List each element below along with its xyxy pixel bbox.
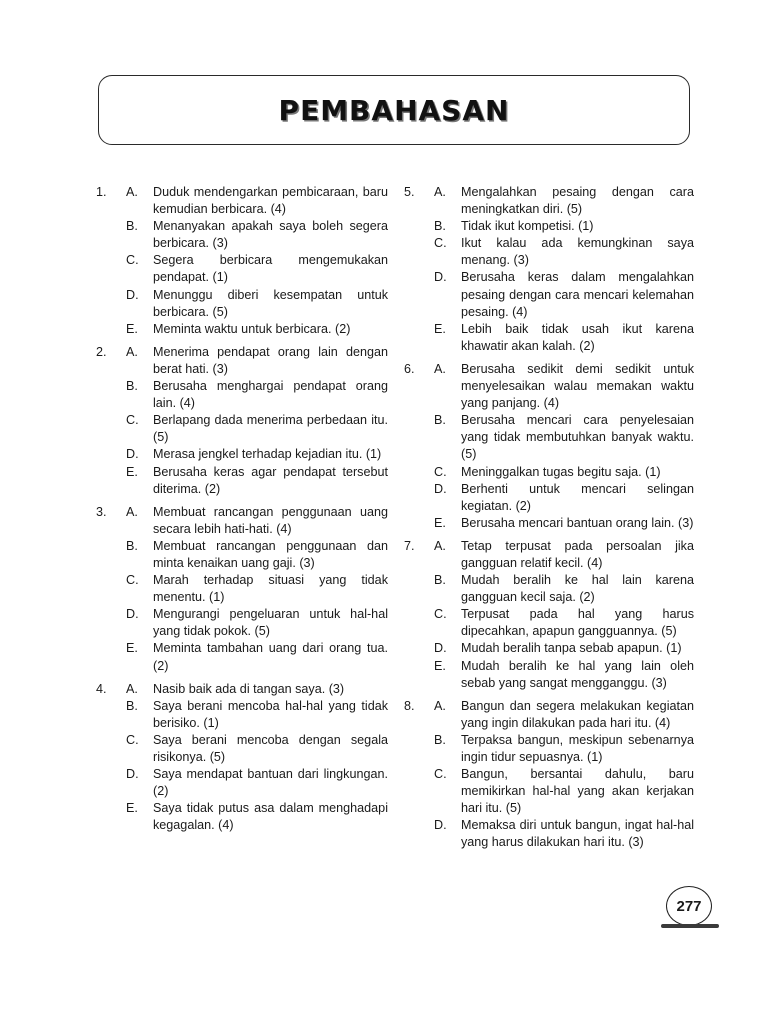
option-letter: C.	[126, 732, 139, 747]
answer-option	[126, 218, 388, 252]
option-text: Berlapang dada menerima perbedaan itu. (5)	[153, 413, 388, 445]
option-list	[434, 698, 694, 852]
question-item	[404, 698, 694, 852]
question-item	[404, 361, 694, 532]
answer-option	[434, 698, 694, 732]
option-text: Segera berbicara mengemukakan pendapat. (1)	[153, 253, 388, 285]
answer-option	[434, 218, 694, 235]
option-letter: C.	[126, 573, 139, 588]
question-item	[96, 184, 388, 338]
option-letter: D.	[126, 287, 139, 302]
answer-option	[126, 378, 388, 412]
answer-option	[126, 572, 388, 606]
option-text: Terpaksa bangun, meskipun sebenarnya ingin tidur sepuasnya. (1)	[461, 732, 694, 764]
answer-option	[126, 287, 388, 321]
answer-option	[126, 766, 388, 800]
answer-option	[434, 184, 694, 218]
option-text: Berusaha menghargai pendapat orang lain. (4)	[153, 379, 388, 411]
answer-option	[434, 269, 694, 320]
question-number: 4.	[96, 681, 107, 696]
answer-option	[126, 344, 388, 378]
option-text: Menanyakan apakah saya boleh segera berbicara. (3)	[153, 219, 388, 251]
answer-option	[126, 412, 388, 446]
answer-option	[434, 732, 694, 766]
option-text: Saya berani mencoba hal-hal yang tidak berisiko. (1)	[153, 698, 388, 730]
option-text: Duduk mendengarkan pembicaraan, baru kemudian berbicara. (4)	[153, 185, 388, 217]
page-number-underline	[661, 924, 719, 928]
answer-option	[434, 361, 694, 412]
option-text: Lebih baik tidak usah ikut karena khawatir akan kalah. (2)	[461, 321, 694, 353]
option-text: Saya tidak putus asa dalam menghadapi kegagalan. (4)	[153, 801, 388, 833]
option-text: Saya mendapat bantuan dari lingkungan. (2)	[153, 767, 388, 799]
option-text: Menerima pendapat orang lain dengan berat hati. (3)	[153, 344, 388, 376]
answer-option	[126, 464, 388, 498]
answer-option	[126, 538, 388, 572]
answer-option	[126, 446, 388, 463]
option-letter: C.	[434, 236, 447, 251]
option-text: Terpusat pada hal yang harus dipecahkan, apapun gangguannya. (5)	[461, 607, 694, 639]
option-letter: C.	[126, 253, 139, 268]
option-text: Menunggu diberi kesempatan untuk berbicara. (5)	[153, 287, 388, 319]
option-list	[434, 538, 694, 692]
option-letter: E.	[126, 321, 138, 336]
option-text: Meninggalkan tugas begitu saja. (1)	[461, 464, 661, 479]
option-letter: A.	[126, 504, 138, 519]
option-letter: D.	[434, 270, 447, 285]
page-title: PEMBAHASAN	[278, 93, 510, 127]
answer-option	[434, 412, 694, 463]
option-letter: D.	[126, 447, 139, 462]
answer-option	[434, 538, 694, 572]
option-letter: D.	[434, 818, 447, 833]
option-text: Berusaha mencari bantuan orang lain. (3)	[461, 515, 694, 530]
option-letter: A.	[126, 681, 138, 696]
option-text: Meminta tambahan uang dari orang tua. (2)	[153, 641, 388, 673]
option-text: Membuat rancangan penggunaan uang secara lebih hati-hati. (4)	[153, 504, 388, 536]
page-number: 277	[666, 886, 712, 926]
answer-option	[126, 184, 388, 218]
question-number: 6.	[404, 361, 415, 376]
left-column	[96, 184, 388, 840]
option-letter: B.	[126, 219, 138, 234]
option-letter: D.	[126, 607, 139, 622]
option-text: Berusaha keras agar pendapat tersebut diterima. (2)	[153, 464, 388, 496]
question-number: 8.	[404, 698, 415, 713]
option-letter: C.	[434, 767, 447, 782]
option-letter: B.	[434, 732, 446, 747]
answer-option	[126, 800, 388, 834]
answer-option	[434, 235, 694, 269]
answer-option	[126, 681, 388, 698]
option-letter: E.	[126, 464, 138, 479]
option-letter: E.	[434, 515, 446, 530]
option-text: Nasib baik ada di tangan saya. (3)	[153, 681, 345, 696]
option-letter: E.	[126, 801, 138, 816]
option-letter: B.	[126, 698, 138, 713]
option-letter: B.	[434, 573, 446, 588]
answer-option	[126, 321, 388, 338]
option-letter: A.	[126, 185, 138, 199]
right-column	[404, 184, 694, 858]
answer-option	[126, 640, 388, 674]
question-number: 1.	[96, 185, 107, 199]
option-letter: E.	[434, 658, 446, 673]
question-item	[96, 681, 388, 835]
option-letter: B.	[126, 379, 138, 394]
question-item	[404, 538, 694, 692]
option-text: Mudah beralih tanpa sebab apapun. (1)	[461, 641, 682, 656]
option-letter: A.	[434, 698, 446, 713]
option-text: Marah terhadap situasi yang tidak menentu. (1)	[153, 573, 388, 605]
option-letter: A.	[434, 361, 446, 376]
answer-option	[126, 252, 388, 286]
option-text: Mengalahkan pesaing dengan cara meningkatkan diri. (5)	[461, 185, 694, 217]
option-letter: A.	[434, 185, 446, 199]
option-text: Tetap terpusat pada persoalan jika gangguan relatif kecil. (4)	[461, 538, 694, 570]
option-text: Mudah beralih ke hal yang lain oleh sebab yang sangat mengganggu. (3)	[461, 658, 694, 690]
option-text: Memaksa diri untuk bangun, ingat hal-hal yang harus dilakukan hari itu. (3)	[461, 818, 694, 850]
answer-option	[434, 766, 694, 817]
title-box	[98, 75, 690, 145]
question-item	[96, 504, 388, 675]
answer-option	[434, 640, 694, 657]
question-number: 7.	[404, 538, 415, 553]
option-text: Merasa jengkel terhadap kejadian itu. (1)	[153, 447, 382, 462]
option-text: Meminta waktu untuk berbicara. (2)	[153, 321, 351, 336]
option-letter: D.	[434, 481, 447, 496]
answer-option	[126, 698, 388, 732]
option-letter: E.	[126, 641, 138, 656]
option-letter: D.	[126, 767, 139, 782]
question-number: 2.	[96, 344, 107, 359]
option-list	[126, 681, 388, 835]
answer-option	[126, 732, 388, 766]
option-list	[126, 184, 388, 338]
answer-option	[434, 606, 694, 640]
answer-option	[126, 606, 388, 640]
option-list	[434, 361, 694, 532]
answer-option	[434, 464, 694, 481]
option-letter: C.	[434, 607, 447, 622]
option-letter: A.	[434, 538, 446, 553]
option-letter: B.	[434, 219, 446, 234]
option-letter: B.	[126, 538, 138, 553]
option-text: Berusaha sedikit demi sedikit untuk menyelesaikan walau memakan waktu yang panjang. (4)	[461, 361, 694, 411]
option-text: Bangun dan segera melakukan kegiatan yang ingin dilakukan pada hari itu. (4)	[461, 698, 694, 730]
option-text: Saya berani mencoba dengan segala risikonya. (5)	[153, 732, 388, 764]
option-text: Bangun, bersantai dahulu, baru memikirkan hal-hal yang akan kerjakan hari itu. (5)	[461, 767, 694, 816]
answer-option	[434, 481, 694, 515]
option-letter: D.	[434, 641, 447, 656]
option-text: Mudah beralih ke hal lain karena gangguan kecil saja. (2)	[461, 573, 694, 605]
question-number: 3.	[96, 504, 107, 519]
option-text: Mengurangi pengeluaran untuk hal-hal yang tidak pokok. (5)	[153, 607, 388, 639]
question-item	[96, 344, 388, 498]
option-text: Berusaha keras dalam mengalahkan pesaing dengan cara mencari kelemahan pesaing. (4)	[461, 270, 694, 319]
option-letter: E.	[434, 321, 446, 336]
option-text: Berhenti untuk mencari selingan kegiatan. (2)	[461, 481, 694, 513]
option-list	[126, 504, 388, 675]
option-text: Berusaha mencari cara penyelesaian yang tidak membutuhkan banyak waktu. (5)	[461, 413, 694, 462]
option-letter: C.	[126, 413, 139, 428]
option-text: Tidak ikut kompetisi. (1)	[461, 219, 594, 234]
answer-option	[434, 321, 694, 355]
answer-option	[434, 515, 694, 532]
option-list	[126, 344, 388, 498]
question-number: 5.	[404, 185, 415, 199]
answer-option	[434, 572, 694, 606]
option-text: Membuat rancangan penggunaan dan minta kenaikan uang gaji. (3)	[153, 538, 388, 570]
option-letter: B.	[434, 413, 446, 428]
option-letter: A.	[126, 344, 138, 359]
option-letter: C.	[434, 464, 447, 479]
question-item	[404, 184, 694, 355]
option-list	[434, 184, 694, 355]
option-text: Ikut kalau ada kemungkinan saya menang. (3)	[461, 236, 694, 268]
answer-option	[434, 817, 694, 851]
answer-option	[434, 658, 694, 692]
answer-option	[126, 504, 388, 538]
